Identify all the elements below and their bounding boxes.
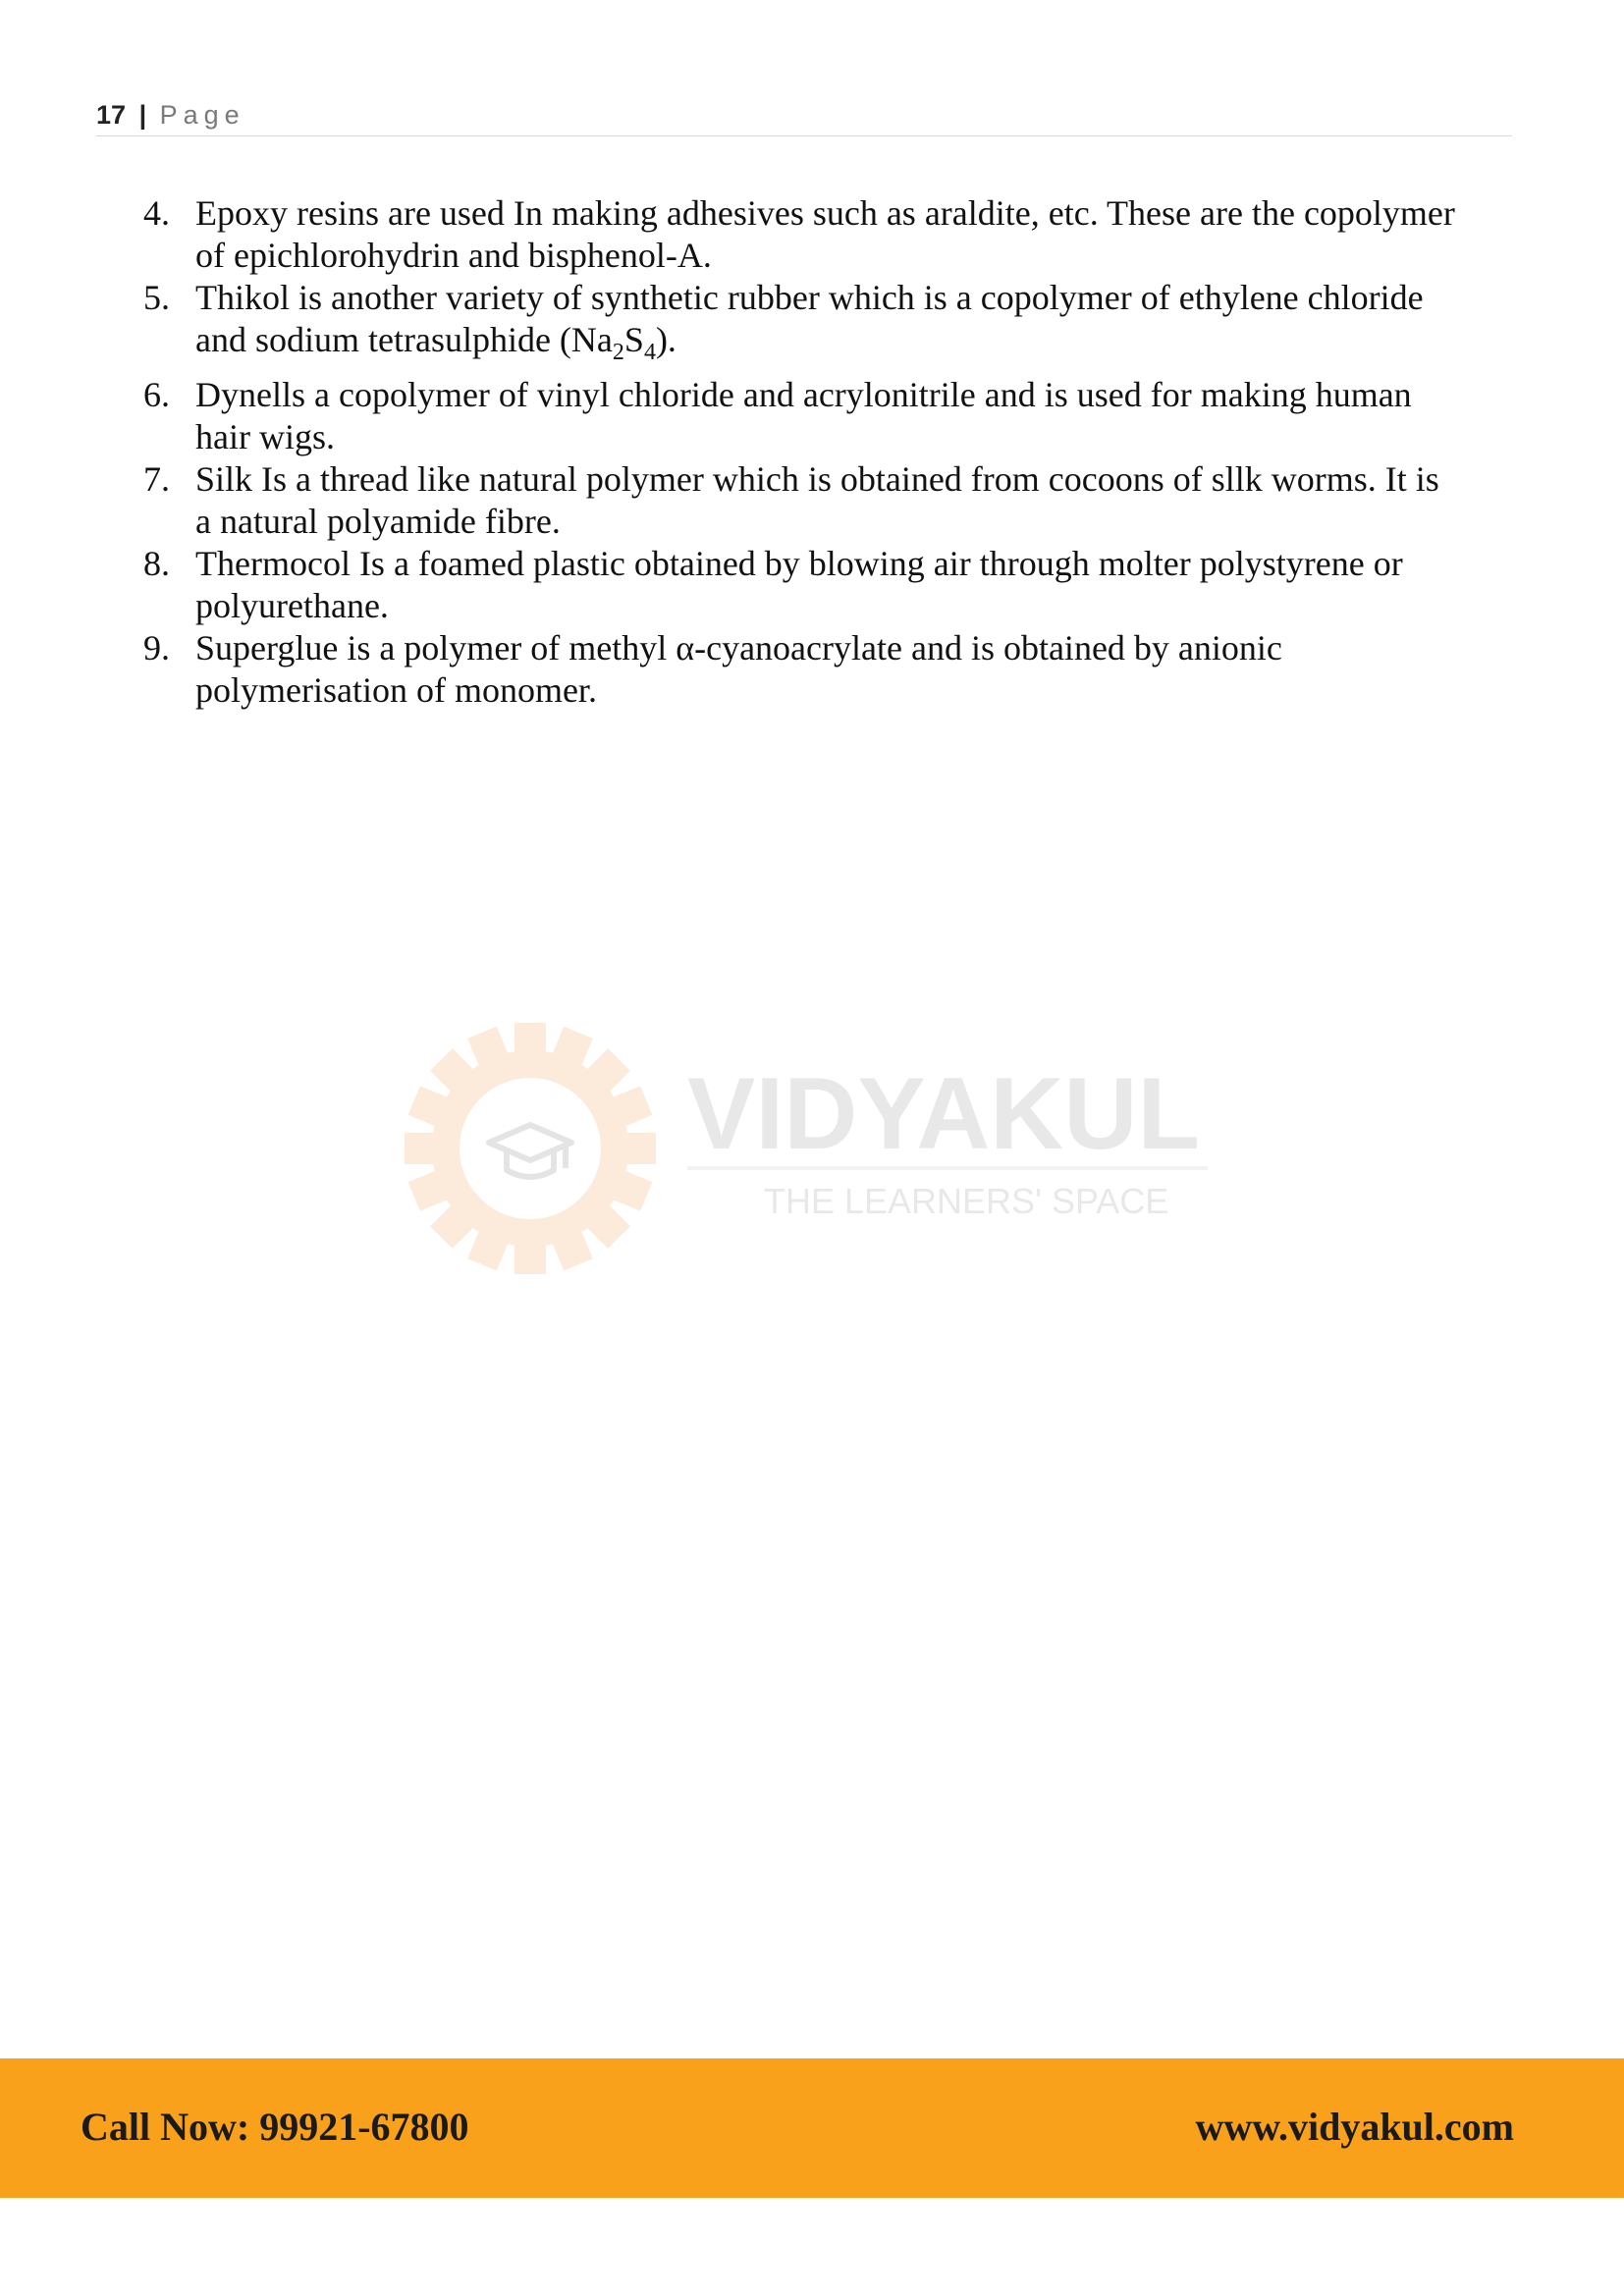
- page-header: [96, 98, 1512, 136]
- list-item-line: hair wigs.: [195, 417, 335, 457]
- list-item-line: [195, 319, 1520, 374]
- text-segment: ).: [655, 320, 677, 359]
- call-now-text: Call Now: 99921-67800: [81, 2105, 469, 2149]
- list-item-line: of epichlorohydrin and bisphenol-A.: [195, 236, 712, 275]
- graduation-cap-gear-icon: [405, 1023, 656, 1274]
- list-item-line: Epoxy resins are used In making adhesives such as araldite, etc. These are the copolymer: [195, 193, 1455, 233]
- list-marker: 7.: [143, 459, 170, 500]
- page-number: 17: [96, 100, 127, 130]
- list-item: [96, 277, 1520, 374]
- list-item: [96, 627, 1520, 712]
- list-item: [96, 374, 1520, 458]
- list-item: [96, 458, 1520, 543]
- list-marker: 8.: [143, 544, 170, 584]
- list-marker: 9.: [143, 628, 170, 668]
- list-marker: 6.: [143, 375, 170, 415]
- list-marker: 5.: [143, 278, 170, 317]
- text-segment: S: [623, 320, 644, 359]
- watermark-brand: VIDYAKUL: [687, 1057, 1201, 1171]
- list-item-line: Silk Is a thread like natural polymer which is obtained from cocoons of sllk worms. It is: [195, 459, 1439, 500]
- subscript: 2: [612, 340, 624, 366]
- list-item: [96, 192, 1520, 277]
- list-item-line: polymerisation of monomer.: [195, 670, 597, 711]
- watermark-tagline: THE LEARNERS' SPACE: [764, 1181, 1169, 1221]
- page-label: Page: [159, 100, 245, 130]
- list-marker: 4.: [143, 193, 170, 233]
- numbered-list: [96, 192, 1520, 712]
- list-item-line: polyurethane.: [195, 586, 389, 626]
- subscript: 4: [643, 340, 656, 366]
- list-item-line: Superglue is a polymer of methyl α-cyanoacrylate and is obtained by anionic: [195, 628, 1282, 668]
- list-item-line: a natural polyamide fibre.: [195, 502, 561, 542]
- list-item: [96, 543, 1520, 627]
- footer-banner: [0, 2058, 1624, 2198]
- list-item-line: Dynells a copolymer of vinyl chloride and acrylonitrile and is used for making human: [195, 375, 1412, 415]
- website-link[interactable]: www.vidyakul.com: [1195, 2105, 1514, 2149]
- text-segment: and sodium tetrasulphide (Na: [195, 320, 613, 359]
- list-item-line: Thermocol Is a foamed plastic obtained by blowing air through molter polystyrene or: [195, 544, 1403, 584]
- list-item-line: Thikol is another variety of synthetic rubber which is a copolymer of ethylene chloride: [195, 278, 1424, 317]
- watermark-logo: [403, 1021, 1227, 1276]
- header-separator: |: [138, 100, 147, 130]
